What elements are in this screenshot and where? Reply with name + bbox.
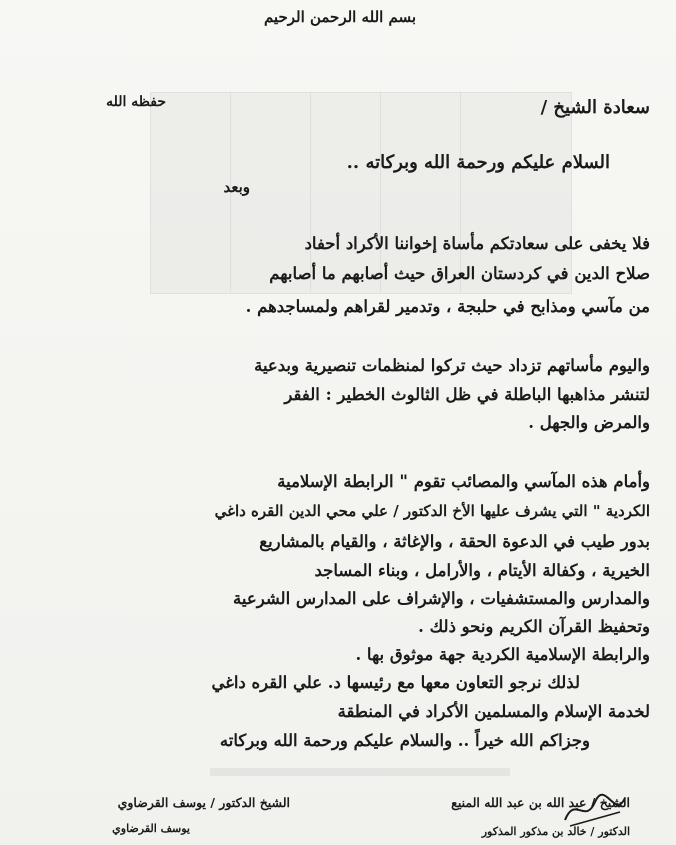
honorific: حفظه الله [106,94,166,110]
body-line: واليوم مأساتهم تزداد حيث تركوا لمنظمات تنصيرية وبدعية [254,356,650,375]
body-line: لتنشر مذاهبها الباطلة في ظل الثالوث الخطير : الفقر [284,385,650,404]
body-line: والمدارس والمستشفيات ، والإشراف على المدارس الشرعية [233,589,650,608]
body-line: صلاح الدين في كردستان العراق حيث أصابهم ما أصابهم [269,264,650,283]
body-line: وتحفيظ القرآن الكريم ونحو ذلك . [418,617,650,636]
opening: وبعد [223,178,250,196]
body-line: من مآسي ومذابح في حلبجة ، وتدمير لقراهم ولمساجدهم . [245,297,650,316]
body-line: بدور طيب في الدعوة الحقة ، والإغاثة ، والقيام بالمشاريع [259,532,650,551]
show-through-line [380,92,381,292]
body-line: وأمام هذه المآسي والمصائب تقوم " الرابطة الإسلامية [277,472,650,491]
body-line: لذلك نرجو التعاون معها مع رئيسها د. علي القره داغي [211,673,580,692]
basmala: بسم الله الرحمن الرحيم [263,8,417,26]
show-through-line [310,92,311,292]
body-line: والرابطة الإسلامية الكردية جهة موثوق بها . [355,645,650,664]
greeting: السلام عليكم ورحمة الله وبركاته .. [346,152,610,173]
signature-name: يوسف القرضاوي [112,822,190,835]
addressee: سعادة الشيخ / [540,97,650,118]
body-line: وجزاكم الله خيراً .. والسلام عليكم ورحمة الله وبركاته [219,731,590,750]
body-line: الخيرية ، وكفالة الأيتام ، والأرامل ، وبناء المساجد [314,561,650,580]
body-line: فلا يخفى على سعادتكم مأساة إخواننا الأكراد أحفاد [304,234,650,253]
show-through-text [210,768,510,776]
body-line: الكردية " التي يشرف عليها الأخ الدكتور / علي محي الدين القره داغي [214,502,650,520]
signature-name: الشيخ الدكتور / يوسف القرضاوي [117,795,290,810]
body-line: لخدمة الإسلام والمسلمين الأكراد في المنطقة [337,702,650,721]
signature-name: الشيخ / عبد الله بن عبد الله المنيع [451,795,630,810]
signature-name: الدكتور / خالد بن مذكور المذكور [481,825,630,838]
signature-scribble [560,790,630,830]
show-through-line [460,92,461,292]
body-line: والمرض والجهل . [528,413,650,432]
